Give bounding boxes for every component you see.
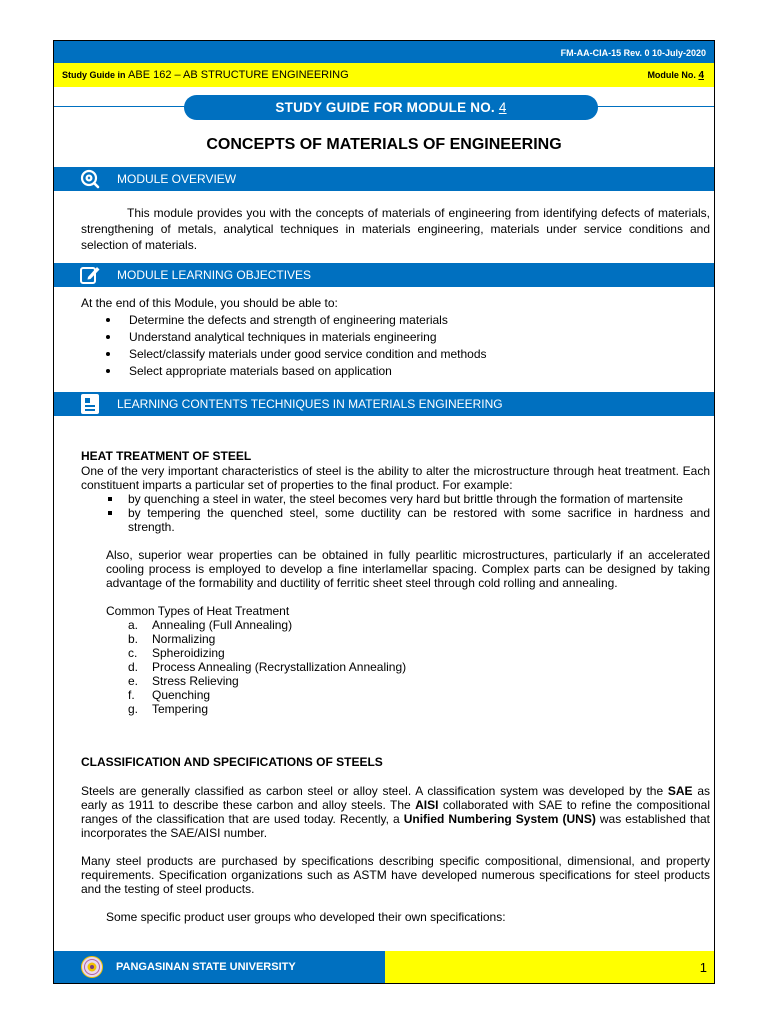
section-heading: MODULE LEARNING OBJECTIVES — [117, 268, 312, 282]
objectives-list — [81, 312, 701, 380]
section-learning-contents — [54, 392, 714, 416]
heat-treatment-bullets — [106, 492, 710, 534]
heat-treatment-section — [81, 449, 710, 716]
heat-treatment-heading: HEAT TREATMENT OF STEEL — [81, 449, 252, 463]
list-item: by quenching a steel in water, the steel becomes very hard but brittle through the formation of martensite — [106, 492, 710, 506]
form-code: FM-AA-CIA-15 Rev. 0 10-July-2020 — [560, 48, 706, 58]
list-item: Select appropriate materials based on application — [81, 363, 701, 380]
list-item: Understand analytical techniques in materials engineering — [81, 329, 701, 346]
section-heading: LEARNING CONTENTS TECHNIQUES IN MATERIALS ENGINEERING — [117, 397, 503, 411]
section-learning-objectives — [54, 263, 714, 287]
title-pill-number: 4 — [498, 100, 507, 115]
module-number-label — [647, 63, 704, 88]
module-label: Module No. — [647, 70, 699, 80]
heat-treatment-intro: One of the very important characteristics of steel is the ability to alter the microstructure through heat treatment. Each constituent imparts a particular set of properties to the final product. For example: — [81, 464, 710, 492]
page-number: 1 — [699, 960, 707, 975]
list-item: d. Process Annealing (Recrystallization Annealing) — [128, 660, 407, 674]
list-item: c. Spheroidizing — [128, 646, 225, 660]
heat-treatment-types-title: Common Types of Heat Treatment — [106, 604, 290, 618]
list-item: g. Tempering — [128, 702, 209, 716]
study-guide-course — [62, 63, 349, 87]
heat-treatment-paragraph: Also, superior wear properties can be obtained in fully pearlitic microstructures, particularly if an accelerated cooling process is employed to develop a fine interlamellar spacing. Complex parts can be designed by taking advantage of the formability and ductility of ferritic sheet steel through cold rolling and annealing. — [106, 548, 710, 590]
section-module-overview — [54, 167, 714, 191]
objectives-intro: At the end of this Module, you should be able to: — [81, 296, 338, 310]
classification-heading: CLASSIFICATION AND SPECIFICATIONS OF STEELS — [81, 755, 383, 769]
university-seal-icon — [81, 956, 103, 978]
module-number: 4 — [698, 70, 704, 81]
classification-paragraph-3: Some specific product user groups who developed their own specifications: — [106, 910, 506, 924]
list-item: Determine the defects and strength of engineering materials — [81, 312, 701, 329]
university-name: PANGASINAN STATE UNIVERSITY — [116, 961, 296, 973]
course-bar — [54, 63, 714, 87]
pencil-square-icon — [78, 264, 102, 286]
classification-section — [81, 755, 710, 924]
study-guide-title — [184, 95, 598, 120]
list-item: f. Quenching — [128, 688, 211, 702]
footer-university-bar — [54, 951, 385, 983]
section-heading: MODULE OVERVIEW — [117, 172, 237, 186]
form-code-bar — [54, 41, 714, 63]
list-item: a. Annealing (Full Annealing) — [128, 618, 293, 632]
classification-paragraph-1: Steels are generally classified as carbon steel or alloy steel. A classification system was developed by the SAE as early as 1911 to describe these carbon and alloy steels. The AISI collaborated with SAE to refine the compositional ranges of the classification that are used today. Recently, a Unified Numbering System (UNS) was established that incorporates the SAE/AISI number. — [81, 784, 711, 840]
footer-page-bar — [385, 951, 714, 983]
objectives-block — [81, 295, 701, 380]
title-pill-text: STUDY GUIDE FOR MODULE NO. — [275, 100, 499, 115]
list-item: b. Normalizing — [128, 632, 216, 646]
study-guide-prefix: Study Guide in — [62, 70, 129, 80]
course-name: ABE 162 – AB STRUCTURE ENGINEERING — [128, 69, 349, 81]
list-item: Select/classify materials under good service condition and methods — [81, 346, 701, 363]
page-title: CONCEPTS OF MATERIALS OF ENGINEERING — [206, 136, 562, 153]
list-item: e. Stress Relieving — [128, 674, 239, 688]
overview-paragraph: This module provides you with the concepts of materials of engineering from identifying defects of materials, strengthening of metals, analytical techniques in materials engineering, materials under service conditions and selection of materials. — [81, 206, 710, 252]
document-icon — [78, 393, 102, 415]
document-page — [53, 40, 715, 984]
heat-treatment-types-list — [106, 618, 710, 716]
classification-paragraph-2: Many steel products are purchased by specifications describing specific compositional, dimensional, and property requirements. Specification organizations such as ASTM have developed numerous specifications for steel products and the testing of steel products. — [81, 854, 710, 896]
list-item: by tempering the quenched steel, some ductility can be restored with some sacrifice in hardness and strength. — [106, 506, 710, 534]
magnifier-icon — [78, 168, 102, 190]
